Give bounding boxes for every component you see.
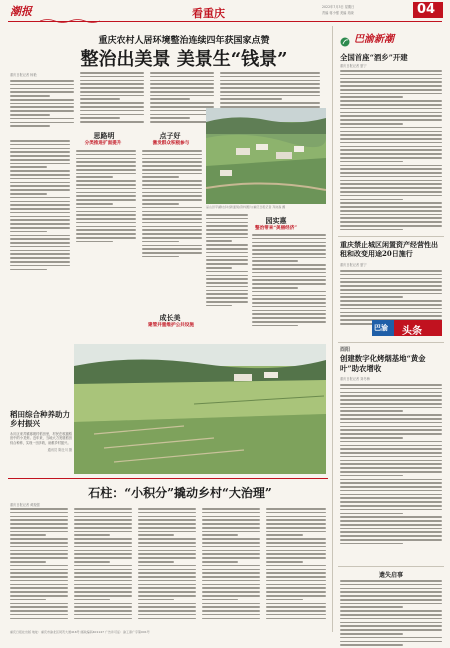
lead-column-1 bbox=[10, 72, 74, 129]
news3-body bbox=[340, 384, 442, 547]
badge-left-text: 巴渝 bbox=[374, 323, 388, 332]
bottom-story-col-4 bbox=[202, 508, 260, 621]
promo-byline: 重庆日报记者 夏宁 bbox=[340, 64, 367, 68]
news2-title: 重庆禁止城区闲置资产经营性出租和改变用途20日施行 bbox=[340, 240, 438, 258]
promo-logo: 巴渝新潮 bbox=[354, 34, 394, 45]
photo-box-image bbox=[74, 344, 326, 474]
subhead-4-sub: 整治带来“美丽经济” bbox=[254, 226, 298, 231]
news2-body bbox=[340, 270, 442, 327]
lead-column-3 bbox=[150, 72, 214, 125]
subhead-2-title: 点子好 bbox=[159, 131, 181, 140]
masthead-section: 看重庆 bbox=[192, 7, 225, 20]
photo-box-credit: 通讯员 陈仕川 摄 bbox=[47, 448, 72, 453]
lead-column-8 bbox=[252, 234, 326, 329]
bottom-story-col-1 bbox=[10, 508, 68, 621]
lead-column-6 bbox=[142, 150, 202, 260]
badge-right-text: 头条 bbox=[402, 326, 422, 337]
bottom-story-col-3 bbox=[138, 508, 196, 621]
lead-kicker: 重庆农村人居环境整治连续四年获国家点赞 bbox=[98, 36, 270, 46]
subhead-4-title: 园实惠 bbox=[265, 216, 287, 225]
masthead bbox=[0, 0, 450, 22]
promo-leaf-icon bbox=[340, 32, 350, 42]
subhead-2-sub: 激发群众积极参与 bbox=[152, 141, 190, 146]
news3-byline: 重庆日报记者 刘冬梅 bbox=[340, 377, 370, 381]
lead-column-7 bbox=[206, 214, 248, 309]
lead-photo bbox=[206, 108, 326, 204]
masthead-wave-icon bbox=[40, 9, 100, 15]
notice-title: 遗失启事 bbox=[378, 572, 403, 579]
masthead-logo: 潮报 bbox=[10, 5, 32, 18]
news2-byline: 重庆日报记者 夏宁 bbox=[340, 263, 367, 267]
bottom-story-col-5 bbox=[266, 508, 326, 621]
subhead-1-sub: 分类推进扩面提升 bbox=[84, 141, 122, 146]
lead-column-2 bbox=[80, 72, 144, 125]
masthead-date: 2022年7月3日 星期日 bbox=[322, 5, 355, 9]
lead-byline: 重庆日报记者 杨艳 bbox=[10, 73, 37, 77]
news3-title: 创建数字化烤烟基地“黄金叶”助农增收 bbox=[340, 354, 426, 373]
promo-title: 全国首座“酒乡”开建 bbox=[340, 53, 408, 62]
notice-body bbox=[340, 580, 442, 648]
photo-box-text bbox=[10, 410, 72, 452]
news3-kicker: 酉阳 bbox=[340, 347, 351, 353]
subhead-3-sub: 建管并重维护公共设施 bbox=[148, 323, 194, 328]
lead-photo-caption: 巫山县平湖村乡村新面貌(资料图片)重庆日报记者 齐岚森 摄 bbox=[206, 205, 286, 209]
footer-text: 重庆日报社出版 地址：重庆市渝北区同茂大道416号 邮政编码401147 广告许可证：渝工商广字第001号 bbox=[10, 630, 150, 634]
page-number: 04 bbox=[417, 2, 436, 17]
bottom-story-col-2 bbox=[74, 508, 132, 621]
masthead-editor: 责编 蒋小强 美编 吴晓 bbox=[322, 11, 354, 15]
photo-box-caption: 永川区来苏镇寒坡村稻田里，村民在收割稻田中的小龙虾。近年来，当地大力发展稻田综合种养，实现一田多收，助推乡村振兴。 bbox=[10, 432, 72, 445]
bottom-story-title: 石柱：“小积分”撬动乡村“大治理” bbox=[88, 486, 272, 500]
photo-box-title: 稻田综合种养助力乡村振兴 bbox=[10, 410, 70, 428]
lead-title: 整治出美景 美景生“钱景” bbox=[80, 49, 288, 70]
photo-box bbox=[10, 344, 326, 474]
promo-header bbox=[340, 30, 442, 46]
bottom-story-byline: 重庆日报记者 黄振强 bbox=[10, 503, 40, 507]
subhead-3-title: 成长美 bbox=[159, 313, 181, 322]
lead-column-left-long bbox=[10, 140, 70, 272]
subhead-1-title: 思路明 bbox=[93, 131, 115, 140]
promo-body bbox=[340, 70, 442, 233]
lead-column-5 bbox=[76, 150, 136, 245]
headline-badge bbox=[372, 320, 442, 336]
